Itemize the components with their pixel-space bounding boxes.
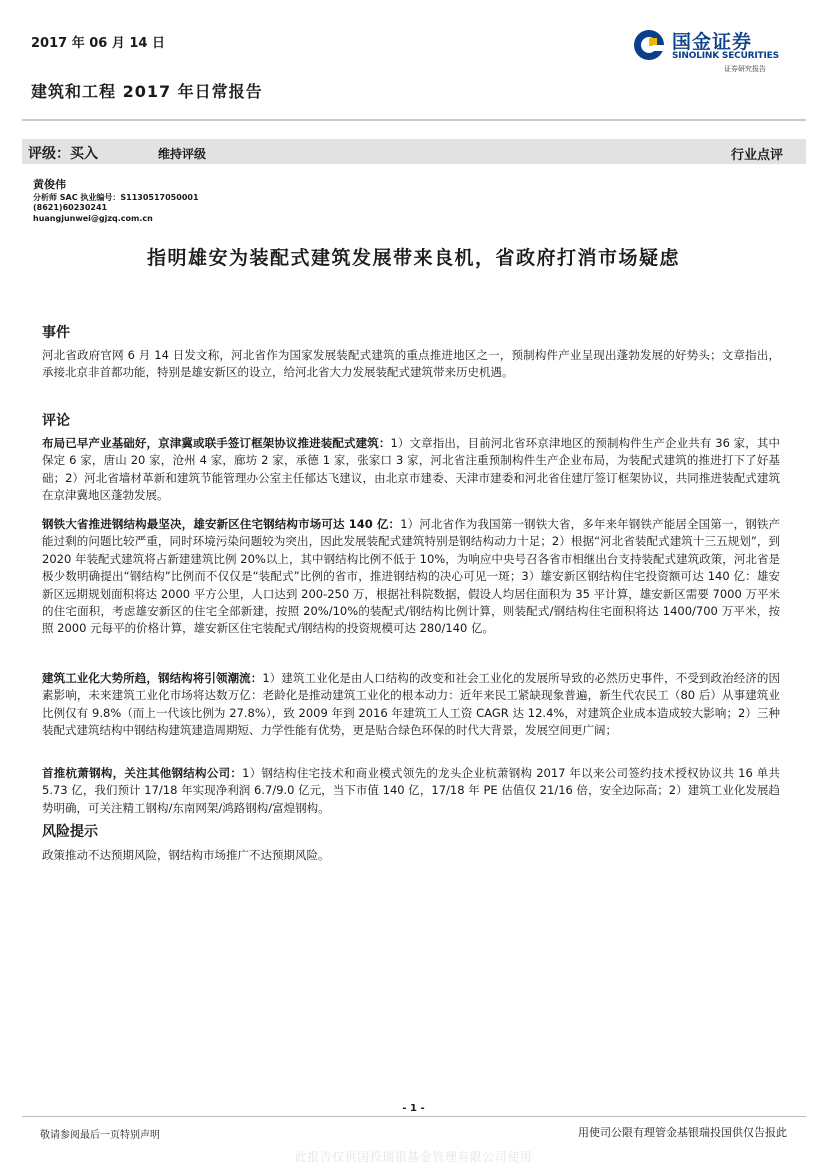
logo-name-cn: 国金证券 bbox=[672, 31, 753, 53]
footer-divider bbox=[22, 1116, 806, 1117]
footer-watermark: 此报告仅供国投瑞银基金管理有限公司使用 bbox=[294, 1150, 533, 1164]
section-title-risk: 风险提示 bbox=[42, 824, 98, 840]
comment-paragraph-text: 1）钢结构住宅技术和商业模式领先的龙头企业杭萧钢构 2017 年以来公司签约技术授权协议共 16 单共 5.73 亿，我们预计 17/18 年实现净利润 6.7/9.0 亿元，当下市值 140 亿，17/18 年 PE 估值仅 21/16 倍，安全边际高；2）建筑工业化发展趋势明确，可关注精工钢构/东南网架/鸿路钢构/富煌钢构。 bbox=[42, 766, 780, 815]
company-logo bbox=[632, 26, 792, 78]
comment-paragraph-lead: 布局已早产业基础好，京津冀或联手签订框架协议推进装配式建筑： bbox=[42, 436, 391, 450]
report-headline: 指明雄安为装配式建筑发展带来良机，省政府打消市场疑虑 bbox=[146, 247, 680, 269]
section-title-comment: 评论 bbox=[42, 413, 70, 429]
comment-paragraph-2 bbox=[42, 516, 780, 638]
event-text: 河北省政府官网 6 月 14 日发文称，河北省作为国家发展装配式建筑的重点推进地区之一，预制构件产业呈现出蓬勃发展的好势头；文章指出，承接北京非首都功能，特别是雄安新区的设立，给河北省大力发展装配式建筑带来历史机遇。 bbox=[42, 348, 780, 380]
report-category: 行业点评 bbox=[730, 148, 783, 163]
header-divider bbox=[22, 119, 806, 121]
sinolink-logo-icon bbox=[632, 28, 666, 62]
risk-text: 政策推动不达预期风险，钢结构市场推广不达预期风险。 bbox=[42, 848, 330, 862]
rating-bar bbox=[22, 139, 806, 164]
analyst-email[interactable]: huangjunwei@gjzq.com.cn bbox=[33, 214, 153, 223]
comment-paragraph-1 bbox=[42, 435, 780, 505]
footer-disclaimer-note: 敬请参阅最后一页特别声明 bbox=[40, 1130, 160, 1141]
report-date: 2017 年 06 月 14 日 bbox=[31, 36, 165, 51]
analyst-phone: (8621)60230241 bbox=[33, 203, 108, 212]
comment-paragraph-lead: 首推杭萧钢构，关注其他钢结构公司： bbox=[42, 766, 243, 780]
comment-paragraph-text: 1）河北省作为我国第一钢铁大省，多年来年钢铁产能居全国第一，钢铁产能过剩的问题比较严重，同时环境污染问题较为突出，因此发展装配式建筑特别是钢结构动力十足；2）根据“河北省装配式建筑十三五规划”，到 2020 年装配式建筑将占新建建筑比例 20%以上，其中钢结构比例不低于 10%，为响应中央号召各省市相继出台支持装配式建筑政策，河北省是极少数明确提出“钢结构”比例而不仅仅是“装配式”比例的省市，推进钢结构的决心可见一斑；3）雄安新区钢结构住宅投资额可达 140 亿：雄安新区远期规划面积将达 2000 平方公里，人口达到 200-250 万，根据社科院数据，假设人均居住面积为 35 平计算，雄安新区需要 7000 万平米的住宅面积，考虑雄安新区的住宅全部新建，按照 20%/10%的装配式/钢结构比例计算，则装配式/钢结构住宅面积将达 1400/700 万平米，按照 2000 元每平的价格计算，雄安新区住宅装配式/钢结构的投资规模可达 280/140 亿。 bbox=[42, 517, 780, 636]
footer-mirrored-notice: 用使司公限有理管金基银瑞投国供仅告报此 bbox=[578, 1126, 787, 1139]
rating-label: 评级：买入 bbox=[28, 146, 98, 162]
analyst-cert: 分析师 SAC 执业编号：S1130517050001 bbox=[33, 193, 199, 202]
comment-paragraph-text: 1）建筑工业化是由人口结构的改变和社会工业化的发展所导致的必然历史事件，不受到政治经济的因素影响，未来建筑工业化市场将达数万亿：老龄化是推动建筑工业化的根本动力：近年来民工紧缺现象普遍，新生代农民工（80 后）从事建筑业比例仅有 9.8%（而上一代该比例为 27.8%），致 2009 年到 2016 年建筑工人工资 CAGR 达 12.4%，对建筑企业成本造成较大影响；2）三种装配式建筑结构中钢结构建筑建造周期短、力学性能有优势，更是贴合绿色环保的时代大背景，发展空间更广阔； bbox=[42, 671, 781, 738]
rating-maintain: 维持评级 bbox=[158, 147, 207, 161]
report-series-title: 建筑和工程 2017 年日常报告 bbox=[31, 82, 263, 101]
section-title-event: 事件 bbox=[42, 325, 70, 341]
page-number: - 1 - bbox=[402, 1103, 425, 1114]
analyst-name: 黄俊伟 bbox=[33, 178, 66, 191]
comment-paragraph-text: 1）文章指出，目前河北省环京津地区的预制构件生产企业共有 36 家，其中保定 6 家，唐山 20 家，沧州 4 家，廊坊 2 家，承德 1 家，张家口 3 家，河北省注重预制构件生产企业布局，为装配式建筑的推进打下了好基础；2）河北省墙材革新和建筑节能管理办公室主任郁达飞建议，由北京市建委、天津市建委和河北省住建厅签订框架协议，共同推进装配式建筑在京津冀地区蓬勃发展。 bbox=[42, 436, 781, 503]
logo-name-en: SINOLINK SECURITIES bbox=[672, 51, 779, 61]
comment-paragraph-3 bbox=[42, 670, 780, 740]
comment-paragraph-4 bbox=[42, 765, 780, 817]
comment-paragraph-lead: 钢铁大省推进钢结构最坚决，雄安新区住宅钢结构市场可达 140 亿： bbox=[42, 517, 401, 531]
logo-subtitle: 证券研究报告 bbox=[724, 65, 766, 73]
comment-paragraph-lead: 建筑工业化大势所趋，钢结构将引领潮流： bbox=[42, 671, 263, 685]
